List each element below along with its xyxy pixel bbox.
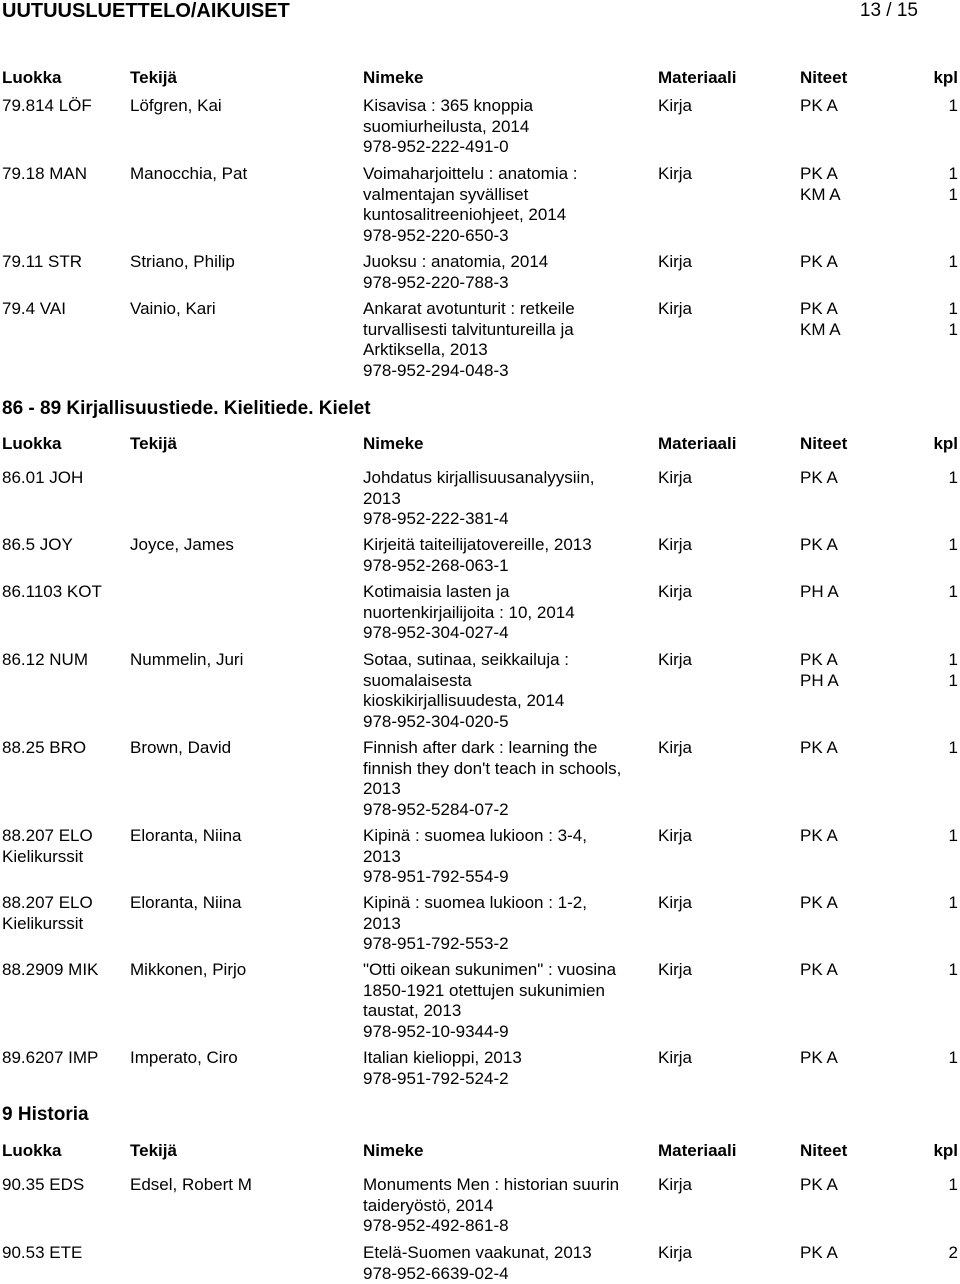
copies-location-line: PK A (800, 738, 900, 759)
title-line: 978-952-304-020-5 (363, 712, 655, 733)
page-title: UUTUUSLUETTELO/AIKUISET (2, 0, 290, 23)
author: Nummelin, Juri (130, 650, 360, 671)
title-line: 978-952-5284-07-2 (363, 800, 655, 821)
copy-count-line: 1 (900, 468, 958, 489)
title-line: Sotaa, sutinaa, seikkailuja : (363, 650, 655, 671)
call-number-line: 86.1103 KOT (2, 582, 127, 603)
column-header-tekija: Tekijä (130, 68, 360, 88)
copy-count-line: 1 (900, 320, 958, 341)
call-number (2, 535, 127, 556)
column-header-niteet: Niteet (800, 434, 900, 454)
copies-location (800, 1175, 900, 1196)
title-line: Etelä-Suomen vaakunat, 2013 (363, 1243, 655, 1264)
call-number (2, 252, 127, 273)
title (363, 1048, 655, 1089)
title-line: Ankarat avotunturit : retkeile (363, 299, 655, 320)
title (363, 1243, 655, 1284)
title-line: "Otti oikean sukunimen" : vuosina (363, 960, 655, 981)
call-number (2, 468, 127, 489)
call-number (2, 650, 127, 671)
title-line: 978-951-792-524-2 (363, 1069, 655, 1090)
title (363, 893, 655, 955)
title-line: nuortenkirjailijoita : 10, 2014 (363, 603, 655, 624)
copy-count-line: 1 (900, 535, 958, 556)
title-line: 978-952-6639-02-4 (363, 1264, 655, 1284)
column-header-niteet: Niteet (800, 1141, 900, 1161)
column-header-materiaali: Materiaali (658, 1141, 758, 1161)
copy-count-line: 1 (900, 299, 958, 320)
title (363, 96, 655, 158)
copy-count (900, 650, 958, 691)
call-number (2, 96, 127, 117)
copy-count (900, 960, 958, 981)
copies-location-line: PK A (800, 650, 900, 671)
column-header-luokka: Luokka (2, 1141, 127, 1161)
title (363, 650, 655, 732)
title (363, 164, 655, 246)
title-line: suomiurheilusta, 2014 (363, 117, 655, 138)
copy-count (900, 826, 958, 847)
call-number-line: 79.4 VAI (2, 299, 127, 320)
author: Vainio, Kari (130, 299, 360, 320)
call-number (2, 1048, 127, 1069)
material-type: Kirja (658, 252, 758, 273)
title-line: kioskikirjallisuudesta, 2014 (363, 691, 655, 712)
material-type: Kirja (658, 826, 758, 847)
copies-location-line: KM A (800, 185, 900, 206)
title-line: Italian kielioppi, 2013 (363, 1048, 655, 1069)
column-header-tekija: Tekijä (130, 434, 360, 454)
copies-location (800, 535, 900, 556)
title-line: Kotimaisia lasten ja (363, 582, 655, 603)
copy-count-line: 1 (900, 960, 958, 981)
column-header-luokka: Luokka (2, 68, 127, 88)
copies-location-line: PK A (800, 164, 900, 185)
copy-count (900, 96, 958, 117)
material-type: Kirja (658, 96, 758, 117)
call-number (2, 1243, 127, 1264)
copy-count-line: 1 (900, 582, 958, 603)
call-number-line: 86.01 JOH (2, 468, 127, 489)
call-number (2, 738, 127, 759)
copies-location-line: PK A (800, 299, 900, 320)
copy-count (900, 468, 958, 489)
title-line: 2013 (363, 847, 655, 868)
title-line: taustat, 2013 (363, 1001, 655, 1022)
title-line: 2013 (363, 914, 655, 935)
material-type: Kirja (658, 893, 758, 914)
copies-location (800, 164, 900, 205)
copy-count-line: 1 (900, 671, 958, 692)
copy-count-line: 1 (900, 185, 958, 206)
material-type: Kirja (658, 650, 758, 671)
column-header-row (0, 68, 960, 92)
column-header-nimeke: Nimeke (363, 68, 655, 88)
copies-location-line: PK A (800, 1175, 900, 1196)
copy-count-line: 1 (900, 252, 958, 273)
material-type: Kirja (658, 960, 758, 981)
copies-location (800, 1243, 900, 1264)
column-header-niteet: Niteet (800, 68, 900, 88)
title-line: 978-951-792-554-9 (363, 867, 655, 888)
section-heading: 9 Historia (2, 1104, 89, 1126)
title-line: turvallisesti talvituntureilla ja (363, 320, 655, 341)
call-number-line: Kielikurssit (2, 914, 127, 935)
title-line: Kirjeitä taiteilijatovereille, 2013 (363, 535, 655, 556)
author: Eloranta, Niina (130, 893, 360, 914)
title (363, 960, 655, 1042)
title-line: kuntosalitreeniohjeet, 2014 (363, 205, 655, 226)
author: Imperato, Ciro (130, 1048, 360, 1069)
title (363, 252, 655, 293)
copies-location-line: PH A (800, 671, 900, 692)
copies-location-line: PH A (800, 582, 900, 603)
call-number-line: 86.12 NUM (2, 650, 127, 671)
copy-count-line: 2 (900, 1243, 958, 1264)
copy-count (900, 252, 958, 273)
column-header-nimeke: Nimeke (363, 1141, 655, 1161)
copy-count-line: 1 (900, 1175, 958, 1196)
call-number (2, 893, 127, 934)
copy-count-line: 1 (900, 826, 958, 847)
copy-count-line: 1 (900, 1048, 958, 1069)
call-number-line: 89.6207 IMP (2, 1048, 127, 1069)
call-number (2, 299, 127, 320)
title (363, 826, 655, 888)
copies-location-line: PK A (800, 1243, 900, 1264)
call-number-line: 88.25 BRO (2, 738, 127, 759)
author: Striano, Philip (130, 252, 360, 273)
copy-count (900, 535, 958, 556)
call-number (2, 582, 127, 603)
title-line: 978-952-220-788-3 (363, 273, 655, 294)
call-number-line: 88.2909 MIK (2, 960, 127, 981)
call-number (2, 1175, 127, 1196)
column-header-kpl: kpl (900, 434, 958, 454)
column-header-materiaali: Materiaali (658, 68, 758, 88)
page-indicator: 13 / 15 (860, 0, 918, 22)
title-line: 978-952-268-063-1 (363, 556, 655, 577)
copy-count (900, 893, 958, 914)
title-line: Juoksu : anatomia, 2014 (363, 252, 655, 273)
column-header-nimeke: Nimeke (363, 434, 655, 454)
copies-location-line: KM A (800, 320, 900, 341)
copies-location (800, 826, 900, 847)
copy-count (900, 1243, 958, 1264)
title-line: Finnish after dark : learning the (363, 738, 655, 759)
copy-count-line: 1 (900, 893, 958, 914)
copy-count (900, 164, 958, 205)
call-number (2, 164, 127, 185)
material-type: Kirja (658, 1243, 758, 1264)
copy-count (900, 582, 958, 603)
title-line: 978-952-220-650-3 (363, 226, 655, 247)
copy-count (900, 1048, 958, 1069)
title (363, 582, 655, 644)
copy-count-line: 1 (900, 738, 958, 759)
copies-location (800, 299, 900, 340)
column-header-kpl: kpl (900, 68, 958, 88)
title (363, 299, 655, 381)
title-line: valmentajan syvälliset (363, 185, 655, 206)
title-line: Kisavisa : 365 knoppia (363, 96, 655, 117)
title-line: suomalaisesta (363, 671, 655, 692)
copies-location-line: PK A (800, 960, 900, 981)
column-header-luokka: Luokka (2, 434, 127, 454)
author: Eloranta, Niina (130, 826, 360, 847)
author: Löfgren, Kai (130, 96, 360, 117)
column-header-row (0, 1141, 960, 1165)
title-line: 978-952-294-048-3 (363, 361, 655, 382)
copies-location-line: PK A (800, 1048, 900, 1069)
call-number (2, 826, 127, 867)
title-line: 2013 (363, 779, 655, 800)
call-number-line: 79.814 LÖF (2, 96, 127, 117)
title-line: 978-952-222-491-0 (363, 137, 655, 158)
title-line: 978-952-304-027-4 (363, 623, 655, 644)
column-header-kpl: kpl (900, 1141, 958, 1161)
section-heading: 86 - 89 Kirjallisuustiede. Kielitiede. Kielet (2, 398, 371, 420)
copies-location (800, 582, 900, 603)
copy-count-line: 1 (900, 96, 958, 117)
title-line: Arktiksella, 2013 (363, 340, 655, 361)
title-line: Voimaharjoittelu : anatomia : (363, 164, 655, 185)
call-number-line: 86.5 JOY (2, 535, 127, 556)
copies-location (800, 96, 900, 117)
copies-location (800, 252, 900, 273)
title-line: 2013 (363, 489, 655, 510)
title (363, 468, 655, 530)
copies-location (800, 960, 900, 981)
call-number-line: 90.53 ETE (2, 1243, 127, 1264)
title-line: Kipinä : suomea lukioon : 3-4, (363, 826, 655, 847)
copies-location-line: PK A (800, 96, 900, 117)
material-type: Kirja (658, 738, 758, 759)
column-header-tekija: Tekijä (130, 1141, 360, 1161)
copies-location (800, 650, 900, 691)
copies-location-line: PK A (800, 468, 900, 489)
title-line: 1850-1921 otettujen sukunimien (363, 981, 655, 1002)
title (363, 535, 655, 576)
column-header-materiaali: Materiaali (658, 434, 758, 454)
material-type: Kirja (658, 299, 758, 320)
title-line: Monuments Men : historian suurin (363, 1175, 655, 1196)
title-line: 978-951-792-553-2 (363, 934, 655, 955)
material-type: Kirja (658, 1048, 758, 1069)
copy-count-line: 1 (900, 650, 958, 671)
copy-count-line: 1 (900, 164, 958, 185)
title-line: taideryöstö, 2014 (363, 1196, 655, 1217)
title-line: Kipinä : suomea lukioon : 1-2, (363, 893, 655, 914)
call-number-line: 79.18 MAN (2, 164, 127, 185)
call-number-line: 79.11 STR (2, 252, 127, 273)
author: Joyce, James (130, 535, 360, 556)
title-line: 978-952-222-381-4 (363, 509, 655, 530)
author: Manocchia, Pat (130, 164, 360, 185)
call-number-line: 88.207 ELO (2, 893, 127, 914)
copies-location (800, 468, 900, 489)
copy-count (900, 1175, 958, 1196)
material-type: Kirja (658, 468, 758, 489)
call-number-line: Kielikurssit (2, 847, 127, 868)
title-line: finnish they don't teach in schools, (363, 759, 655, 780)
column-header-row (0, 434, 960, 458)
title (363, 1175, 655, 1237)
title-line: 978-952-492-861-8 (363, 1216, 655, 1237)
copies-location-line: PK A (800, 252, 900, 273)
copies-location (800, 893, 900, 914)
call-number (2, 960, 127, 981)
copy-count (900, 738, 958, 759)
call-number-line: 88.207 ELO (2, 826, 127, 847)
author: Edsel, Robert M (130, 1175, 360, 1196)
material-type: Kirja (658, 582, 758, 603)
material-type: Kirja (658, 1175, 758, 1196)
author: Mikkonen, Pirjo (130, 960, 360, 981)
copies-location (800, 1048, 900, 1069)
copies-location-line: PK A (800, 893, 900, 914)
copies-location-line: PK A (800, 535, 900, 556)
call-number-line: 90.35 EDS (2, 1175, 127, 1196)
title-line: 978-952-10-9344-9 (363, 1022, 655, 1043)
copy-count (900, 299, 958, 340)
material-type: Kirja (658, 164, 758, 185)
material-type: Kirja (658, 535, 758, 556)
title-line: Johdatus kirjallisuusanalyysiin, (363, 468, 655, 489)
copies-location (800, 738, 900, 759)
title (363, 738, 655, 820)
copies-location-line: PK A (800, 826, 900, 847)
author: Brown, David (130, 738, 360, 759)
